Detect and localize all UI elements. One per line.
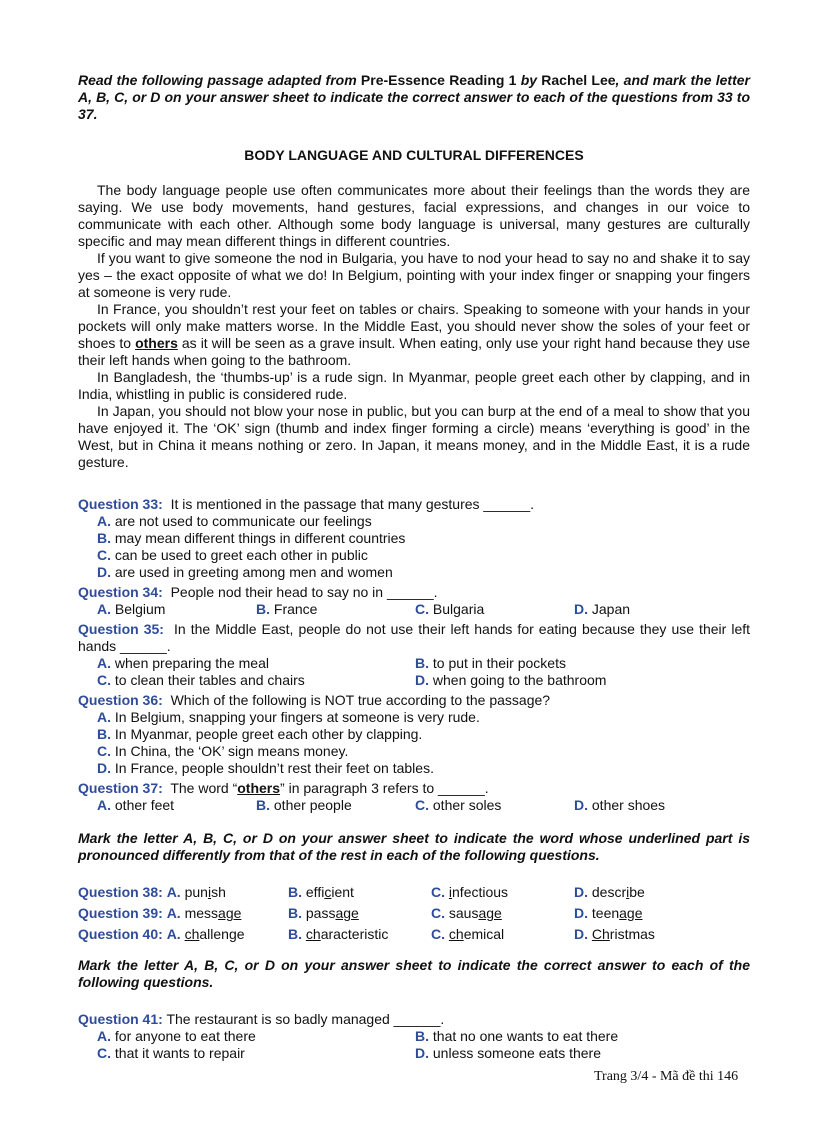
p3-after: as it will be seen as a grave insult. When eating, only use your right hand because they use their left hands when going to the bathroom.	[78, 335, 750, 368]
option-b: B. may mean different things in different countries	[97, 530, 406, 546]
option-d: D. unless someone eats there	[415, 1045, 601, 1061]
option-c: C. Bulgaria	[415, 601, 485, 617]
instr-before: Read the following passage adapted from	[78, 72, 361, 88]
option-d: D. teenage	[574, 905, 643, 921]
page-footer: Trang 3/4 - Mã đề thi 146	[594, 1069, 739, 1084]
passage	[78, 182, 750, 471]
grammar-instruction: Mark the letter A, B, C, or D on your answer sheet to indicate the correct answer to each of the following questions.	[78, 957, 750, 990]
paragraph-3	[78, 301, 750, 369]
option-a: A. when preparing the meal	[97, 655, 269, 671]
question-41	[78, 1011, 750, 1062]
option-d: D. other shoes	[574, 797, 666, 813]
question-38: Question 38: A. punish B. efficient C. infectious D. describe	[78, 884, 645, 900]
paragraph-1: The body language people use often communicates more about their feelings than the words they are saying. We use body movements, hand gestures, facial expressions, and changes in our voice to communicate with each other. Although some body language is universal, many gestures are culturally specific and may mean different things in different countries.	[78, 182, 750, 249]
question-37: Question 37: The word “others” in paragraph 3 refers to ______. A. other feet B. other people C. other soles D. other shoes	[78, 780, 666, 813]
p3-before: In France, you shouldn’t rest your feet on tables or chairs. Speaking to someone with your hands in your pockets will only make matters worse. In the Middle East, you should never show the soles of your feet or shoes to	[78, 301, 750, 351]
question-35	[78, 621, 750, 689]
question-stem: In the Middle East, people do not use their left hands for eating because they use their left hands ______.	[78, 621, 751, 654]
question-36	[78, 692, 750, 777]
option-c: C. sausage	[431, 905, 502, 921]
option-a: A. other feet	[97, 797, 175, 813]
option-a: A. are not used to communicate our feelings	[97, 513, 372, 529]
paragraph-4: In Bangladesh, the ‘thumbs-up’ is a rude sign. In Myanmar, people greet each other by clapping, and in India, whistling in public is considered rude.	[78, 369, 750, 402]
question-39: Question 39: A. message B. passage C. sausage D. teenage	[78, 905, 643, 921]
option-c: C. chemical	[431, 926, 505, 942]
question-label: Question 34:	[78, 584, 163, 600]
option-a: A. Belgium	[97, 601, 166, 617]
book-title: Pre-Essence Reading 1	[360, 72, 517, 88]
option-d: D. Japan	[574, 601, 631, 617]
option-b: B. France	[256, 601, 318, 617]
option-b: B. other people	[256, 797, 352, 813]
instr-after: , and mark the letter A, B, C, or D on your answer sheet to indicate the correct answer to each of the questions from 33 to 37.	[78, 72, 750, 122]
question-stem: The restaurant is so badly managed ______.	[166, 1011, 445, 1027]
question-label: Question 37:	[78, 780, 163, 796]
option-b: B. passage	[288, 905, 359, 921]
author-name: Rachel Lee	[541, 72, 616, 88]
option-d: D. In France, people shouldn’t rest their feet on tables.	[97, 760, 434, 776]
underlined-word-others: others	[135, 335, 178, 351]
option-a: A. for anyone to eat there	[97, 1028, 256, 1044]
pronunciation-questions	[78, 884, 750, 943]
question-33	[78, 496, 750, 581]
option-d: D. are used in greeting among men and women	[97, 564, 393, 580]
option-c: C. to clean their tables and chairs	[97, 672, 305, 688]
option-b: B. that no one wants to eat there	[415, 1028, 619, 1044]
option-c: C. infectious	[431, 884, 509, 900]
option-a: A. In Belgium, snapping your fingers at someone is very rude.	[97, 709, 480, 725]
question-stem: It is mentioned in the passage that many gestures ______.	[170, 496, 535, 512]
question-label: Question 41:	[78, 1011, 163, 1027]
option-c: C. other soles	[415, 797, 502, 813]
option-c: C. In China, the ‘OK’ sign means money.	[97, 743, 349, 759]
option-d: D. when going to the bathroom	[415, 672, 607, 688]
exam-page	[78, 72, 750, 1062]
question-label: Question 36:	[78, 692, 163, 708]
passage-title: BODY LANGUAGE AND CULTURAL DIFFERENCES	[244, 147, 584, 163]
question-40: Question 40: A. challenge B. characteristic C. chemical D. Christmas	[78, 926, 655, 942]
question-label: Question 35:	[78, 621, 164, 637]
question-stem: Which of the following is NOT true according to the passage?	[170, 692, 551, 708]
reading-instruction	[78, 72, 750, 123]
option-b: B. efficient	[288, 884, 354, 900]
option-b: B. to put in their pockets	[415, 655, 566, 671]
instr-by: by	[516, 72, 542, 88]
paragraph-5: In Japan, you should not blow your nose in public, but you can burp at the end of a meal to show that you have enjoyed it. The ‘OK’ sign (thumb and index finger forming a circle) means ‘everything is good’ in the West, but in China it means nothing or zero. In Japan, it means money, and in the Middle East, it is a rude gesture.	[78, 403, 750, 470]
paragraph-2: If you want to give someone the nod in Bulgaria, you have to nod your head to say no and shake it to say yes – the exact opposite of what we do! In Belgium, pointing with your index finger or snapping your fingers at someone is very rude.	[78, 250, 750, 300]
option-d: D. Christmas	[574, 926, 655, 942]
underlined-word-others: others	[237, 780, 281, 796]
option-b: B. In Myanmar, people greet each other by clapping.	[97, 726, 423, 742]
pronunciation-instruction: Mark the letter A, B, C, or D on your answer sheet to indicate the word whose underlined part is pronounced differently from that of the rest in each of the following questions.	[78, 830, 750, 863]
option-c: C. that it wants to repair	[97, 1045, 245, 1061]
option-d: D. describe	[574, 884, 645, 900]
option-c: C. can be used to greet each other in public	[97, 547, 368, 563]
question-stem: People nod their head to say no in ______.	[170, 584, 438, 600]
question-label: Question 33:	[78, 496, 163, 512]
question-34	[78, 584, 750, 618]
option-b: B. characteristic	[288, 926, 389, 942]
